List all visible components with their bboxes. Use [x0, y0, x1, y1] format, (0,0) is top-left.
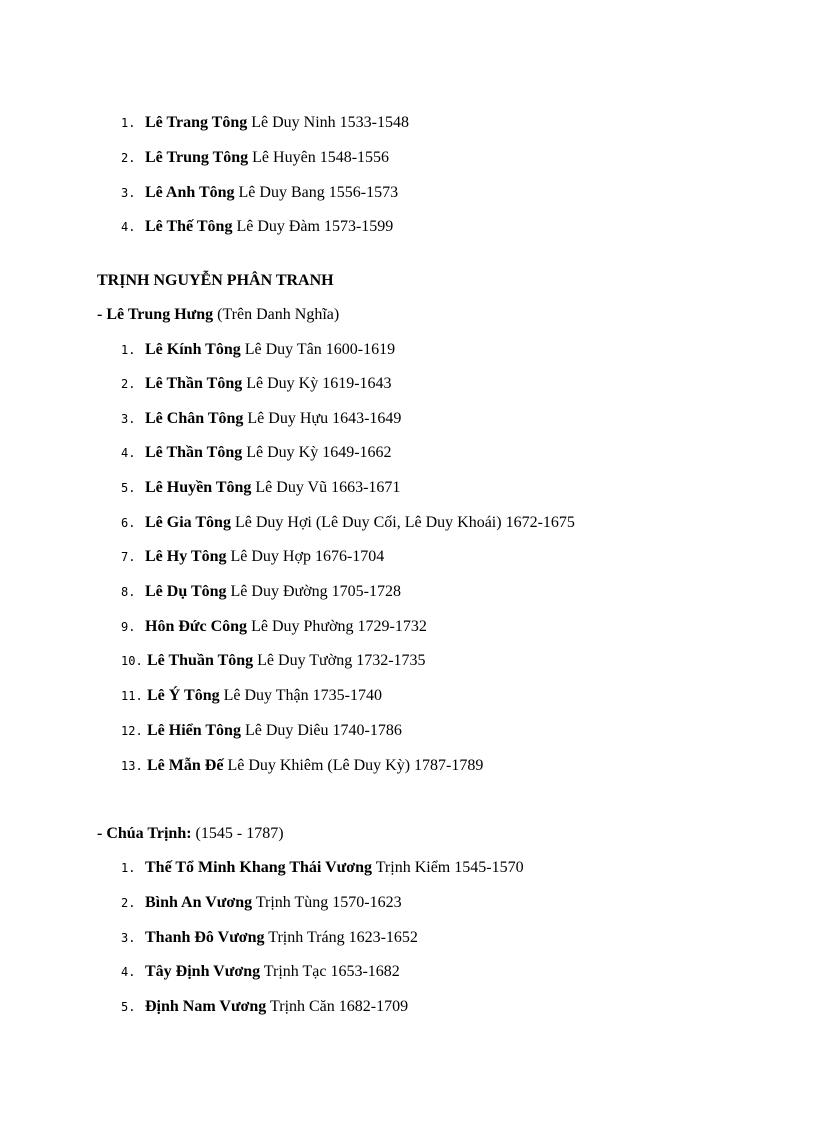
- list-number: 5.: [121, 1000, 136, 1014]
- list-item: [121, 582, 401, 602]
- ruler-detail: Trịnh Tạc 1653-1682: [260, 963, 400, 980]
- list-number: 2.: [121, 896, 136, 910]
- ruler-name: Lê Chân Tông: [145, 410, 244, 427]
- ruler-detail: Lê Duy Khiêm (Lê Duy Kỳ) 1787-1789: [223, 757, 484, 774]
- ruler-name: Lê Dụ Tông: [145, 583, 227, 600]
- ruler-detail: Lê Duy Hợp 1676-1704: [226, 548, 385, 565]
- ruler-name: Hôn Đức Công: [145, 618, 248, 635]
- list-number: 9.: [121, 620, 136, 634]
- chua-trinh-line: [97, 824, 284, 844]
- list-item: [121, 686, 382, 706]
- list-item: [121, 340, 395, 360]
- ruler-detail: Lê Duy Phường 1729-1732: [247, 618, 427, 635]
- ruler-name: Bình An Vương: [145, 894, 253, 911]
- ruler-name: Tây Định Vương: [145, 963, 261, 980]
- list-number: 1.: [121, 343, 136, 357]
- section-years: (1545 - 1787): [191, 825, 284, 842]
- ruler-detail: Lê Huyên 1548-1556: [248, 149, 390, 166]
- list-item: [121, 721, 402, 741]
- ruler-name: Lê Huyền Tông: [145, 479, 252, 496]
- ruler-detail: Lê Duy Thận 1735-1740: [219, 687, 382, 704]
- list-item: [121, 547, 384, 567]
- le-trung-hung-line: [97, 305, 339, 325]
- dynasty-name: Lê Trung Hưng: [106, 306, 214, 323]
- list-item: [121, 756, 483, 776]
- list-item: [121, 928, 418, 948]
- list-item: [121, 113, 409, 133]
- list-item: [121, 443, 392, 463]
- ruler-name: Lê Trang Tông: [145, 114, 248, 131]
- ruler-detail: Lê Duy Kỳ 1649-1662: [242, 444, 392, 461]
- list-number: 3.: [121, 186, 136, 200]
- ruler-detail: Lê Duy Hựu 1643-1649: [243, 410, 402, 427]
- list-number: 12.: [121, 724, 143, 738]
- list-item: [121, 651, 426, 671]
- ruler-detail: Lê Duy Ninh 1533-1548: [247, 114, 410, 131]
- list-item: [121, 217, 393, 237]
- list-number: 5.: [121, 481, 136, 495]
- ruler-detail: Trịnh Kiểm 1545-1570: [372, 859, 524, 876]
- list-item: [121, 409, 401, 429]
- ruler-detail: Lê Duy Tân 1600-1619: [240, 341, 396, 358]
- list-number: 8.: [121, 585, 136, 599]
- list-number: 2.: [121, 151, 136, 165]
- list-number: 3.: [121, 931, 136, 945]
- ruler-detail: Trịnh Tùng 1570-1623: [252, 894, 402, 911]
- ruler-detail: Lê Duy Vũ 1663-1671: [251, 479, 401, 496]
- list-item: [121, 148, 389, 168]
- ruler-name: Lê Kính Tông: [145, 341, 241, 358]
- list-item: [121, 962, 400, 982]
- dynasty-note: (Trên Danh Nghĩa): [213, 306, 340, 323]
- ruler-name: Lê Hy Tông: [145, 548, 227, 565]
- list-item: [121, 513, 575, 533]
- ruler-detail: Trịnh Tráng 1623-1652: [264, 929, 418, 946]
- list-item: [121, 617, 427, 637]
- ruler-name: Lê Thần Tông: [145, 444, 243, 461]
- ruler-detail: Trịnh Căn 1682-1709: [266, 998, 409, 1015]
- ruler-detail: Lê Duy Kỳ 1619-1643: [242, 375, 392, 392]
- ruler-detail: Lê Duy Đàm 1573-1599: [232, 218, 394, 235]
- ruler-name: Định Nam Vương: [145, 998, 267, 1015]
- list-number: 1.: [121, 861, 136, 875]
- section-label: - Chúa Trịnh:: [97, 825, 192, 842]
- ruler-name: Thanh Đô Vương: [145, 929, 265, 946]
- list-number: 4.: [121, 965, 136, 979]
- list-number: 11.: [121, 689, 143, 703]
- line-prefix: -: [97, 306, 107, 323]
- ruler-name: Lê Mẫn Đế: [147, 757, 224, 774]
- list-item: [121, 183, 398, 203]
- list-item: [121, 374, 392, 394]
- ruler-name: Lê Thuần Tông: [147, 652, 254, 669]
- section-heading: TRỊNH NGUYỄN PHÂN TRANH: [97, 272, 334, 289]
- list-number: 4.: [121, 446, 136, 460]
- ruler-name: Lê Thần Tông: [145, 375, 243, 392]
- list-number: 10.: [121, 654, 143, 668]
- ruler-detail: Lê Duy Diêu 1740-1786: [240, 722, 402, 739]
- list-number: 6.: [121, 516, 136, 530]
- list-item: [121, 893, 402, 913]
- ruler-detail: Lê Duy Bang 1556-1573: [234, 184, 399, 201]
- ruler-detail: Lê Duy Tường 1732-1735: [253, 652, 426, 669]
- list-item: [121, 858, 524, 878]
- list-item: [121, 478, 400, 498]
- ruler-name: Lê Thế Tông: [145, 218, 233, 235]
- ruler-name: Lê Hiển Tông: [147, 722, 241, 739]
- ruler-name: Lê Gia Tông: [145, 514, 231, 531]
- list-number: 7.: [121, 550, 136, 564]
- list-number: 2.: [121, 377, 136, 391]
- ruler-name: Lê Ý Tông: [147, 687, 220, 704]
- ruler-detail: Lê Duy Hợi (Lê Duy Cối, Lê Duy Khoái) 1672-1675: [230, 514, 575, 531]
- list-number: 4.: [121, 220, 136, 234]
- list-number: 13.: [121, 759, 143, 773]
- ruler-detail: Lê Duy Đường 1705-1728: [226, 583, 401, 600]
- list-item: [121, 997, 408, 1017]
- ruler-name: Thế Tổ Minh Khang Thái Vương: [145, 859, 372, 876]
- ruler-name: Lê Trung Tông: [145, 149, 249, 166]
- list-number: 3.: [121, 412, 136, 426]
- ruler-name: Lê Anh Tông: [145, 184, 235, 201]
- list-number: 1.: [121, 116, 136, 130]
